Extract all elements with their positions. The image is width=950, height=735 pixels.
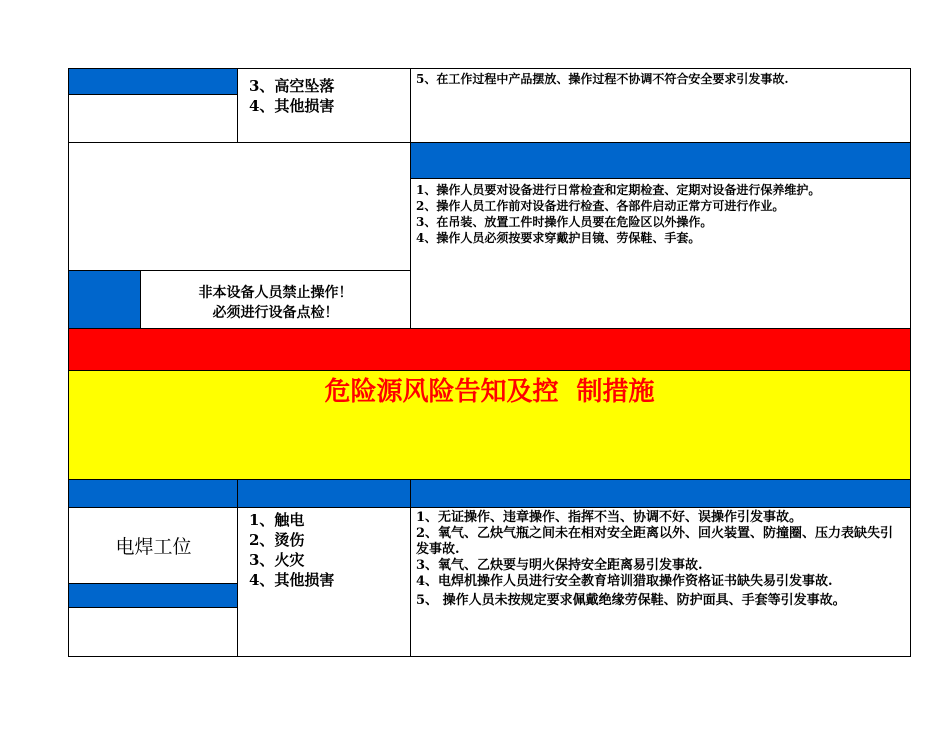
risk-item: 4、电焊机操作人员进行安全教育培训猎取操作资格证书缺失易引发事故. xyxy=(416,574,833,589)
hazard-item: 2、烫伤 xyxy=(249,531,305,549)
hazard-item: 3、高空坠落 xyxy=(249,77,335,95)
grid-line xyxy=(68,507,911,508)
control-item: 1、操作人员要对设备进行日常检查和定期检查、定期对设备进行保养维护。 xyxy=(416,183,821,197)
section1-hazard-list xyxy=(249,76,409,116)
grid-line xyxy=(68,142,911,143)
table-border-top xyxy=(68,68,911,69)
banner-red-strip xyxy=(69,329,910,370)
grid-line xyxy=(410,68,411,329)
control-item: 4、操作人员必须按要求穿戴护目镜、劳保鞋、手套。 xyxy=(416,231,701,245)
risk-item: 2、氧气、乙炔气瓶之间未在相对安全距离以外、回火装置、防撞圈、压力表缺失引发事故. xyxy=(416,526,894,557)
grid-line xyxy=(68,270,411,271)
section3-blue-header xyxy=(69,480,910,507)
grid-line xyxy=(237,479,238,657)
grid-line xyxy=(237,68,238,143)
hazard-item: 1、触电 xyxy=(249,511,305,529)
section3-risk-list xyxy=(416,510,906,609)
banner-title: 危险源风险告知及控 制措施 xyxy=(324,377,655,407)
risk-item: 3、氧气、乙炔要与明火保持安全距离易引发事故. xyxy=(416,558,703,573)
control-item: 2、操作人员工作前对设备进行检查、各部件启动正常方可进行作业。 xyxy=(416,199,785,213)
warning-line: 必须进行设备点检！ xyxy=(212,305,339,321)
section1-blue-header xyxy=(69,69,238,94)
grid-line xyxy=(68,479,911,480)
grid-line xyxy=(410,178,911,179)
grid-line xyxy=(68,328,911,329)
section2-blue-header xyxy=(411,143,910,178)
table-border-bottom xyxy=(68,656,911,657)
table-border-right xyxy=(910,68,911,657)
hazard-item: 4、其他损害 xyxy=(249,571,335,589)
section3-blue-marker xyxy=(69,584,238,607)
grid-line xyxy=(140,270,141,329)
hazard-item: 3、火灾 xyxy=(249,551,305,569)
station-name: 电焊工位 xyxy=(115,536,192,558)
table-border-left xyxy=(68,68,69,657)
warning-notice xyxy=(141,283,410,323)
section2-blue-marker xyxy=(69,271,140,328)
control-item: 3、在吊装、放置工件时操作人员要在危险区以外操作。 xyxy=(416,215,713,229)
hazard-item: 4、其他损害 xyxy=(249,97,335,115)
grid-line xyxy=(68,607,238,608)
risk-item: 5、 操作人员未按规定要求佩戴绝缘劳保鞋、防护面具、手套等引发事故。 xyxy=(416,593,846,608)
risk-item: 1、无证操作、违章操作、指挥不当、协调不好、误操作引发事故。 xyxy=(416,510,803,525)
grid-line xyxy=(68,370,911,371)
section2-control-list xyxy=(416,182,908,246)
warning-line: 非本设备人员禁止操作！ xyxy=(198,285,353,301)
section1-measure: 5、在工作过程中产品摆放、操作过程不协调不符合安全要求引发事故. xyxy=(416,72,789,86)
grid-line xyxy=(68,94,238,95)
section3-hazard-list xyxy=(249,510,409,590)
grid-line xyxy=(68,583,238,584)
grid-line xyxy=(410,479,411,657)
